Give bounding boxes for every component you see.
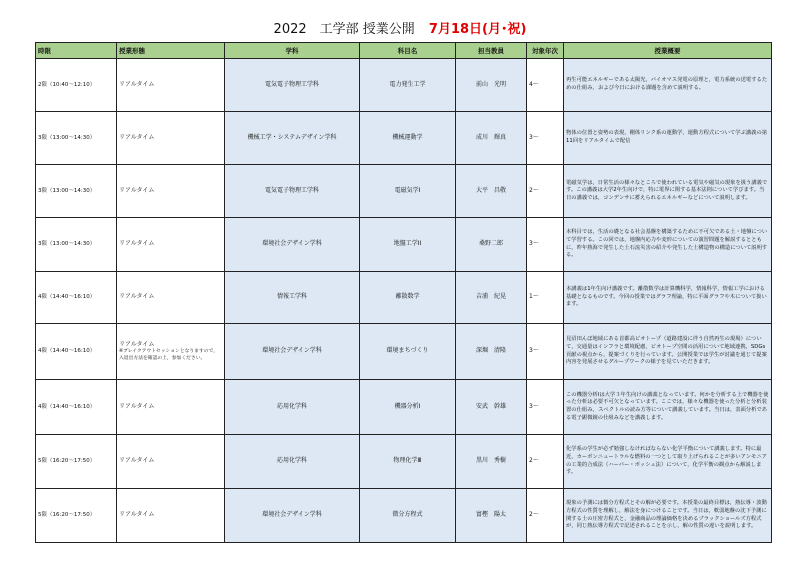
schedule-table [35,42,772,543]
cell-period: 4限（14:40～16:10） [36,380,117,435]
table-row [36,380,772,435]
cell-subject: 電磁気学Ⅰ [360,165,456,218]
header-row [36,43,772,59]
cell-dept: 電気電子物理工学科 [225,59,360,112]
cell-year: 2～ [527,435,564,489]
header-period: 時限 [36,43,117,59]
cell-outline: この機器分析Iは大学３年生向けの講義となっています。何かを分析する上で機器を使った分析は必要不可欠となっています。ここでは，様々な機器を使った分析と分析装置の仕組み，スペクトルの読み方等について講義しています。当日は，表面分析である電子顕微鏡の仕組みなどを講義します。 [564,380,772,435]
cell-format: リアルタイム [117,165,225,218]
cell-subject: 離散数学 [360,272,456,324]
table-row [36,112,772,165]
cell-period: 3限（13:00～14:30） [36,165,117,218]
cell-outline: 本科目では，生活の礎となる社会基盤を構築するために不可欠である土・地盤について学習する。この回では，地盤内応力や変形についての演習問題を解説するとともに，昨年熱海で発生した土石流災害の紹介や発生した土構造物の構造について説明する。 [564,218,772,272]
cell-period: 3限（13:00～14:30） [36,218,117,272]
header-dept: 学科 [225,43,360,59]
title-main: 2022 工学部 授業公開 [273,22,415,37]
header-year: 対象年次 [527,43,564,59]
cell-dept: 応用化学科 [225,380,360,435]
cell-outline: 本講義は1年生向け講義です。離散数学は計算機科学，情報科学，情報工学における基礎となるものです。今回の授業ではグラフ理論，特に平面グラフや木について扱います。 [564,272,772,324]
cell-period: 4限（14:40～16:10） [36,272,117,324]
table-row [36,324,772,380]
cell-teacher: 前山 光明 [456,59,527,112]
cell-teacher: 黒川 秀樹 [456,435,527,489]
cell-subject: 地盤工学II [360,218,456,272]
cell-outline: 現象の予測には微分方程式とその解が必要です。本授業の最終目標は，熱伝導・波動方程式の性質を理解し，解法を身につけることです。当日は，軟弱地盤の沈下予測に関する土の圧密方程式と，金融商品の理論価格を決めるブラックショールズ方程式が，同じ熱伝導方程式で記述されることを示し，解の性質の違いを説明します。 [564,489,772,543]
cell-subject: 環境まちづくり [360,324,456,380]
cell-subject: 物理化学Ⅲ [360,435,456,489]
cell-year: 1～ [527,272,564,324]
table-row [36,435,772,489]
cell-format [117,324,225,380]
cell-format: リアルタイム [117,112,225,165]
cell-teacher: 安武 幹雄 [456,380,527,435]
cell-format: リアルタイム [117,380,225,435]
table-row [36,59,772,112]
cell-format: リアルタイム [117,272,225,324]
cell-year: 3～ [527,112,564,165]
header-teacher: 担当教員 [456,43,527,59]
cell-period: 2限（10:40～12:10） [36,59,117,112]
cell-format: リアルタイム [117,435,225,489]
cell-outline: 化学系の学生が必ず勉強しなければならない化学平衡について講義します。特に最近，カーボンニュートラルな燃料の一つとして取り上げられることが多いアンモニアの工業的合成法（ハーバー・ボッシュ法）について，化学平衡の観点から解説します。 [564,435,772,489]
cell-year: 2～ [527,165,564,218]
cell-subject: 機器分析Ⅰ [360,380,456,435]
cell-year: 3～ [527,218,564,272]
cell-teacher: 桑野二郎 [456,218,527,272]
cell-outline: 物体の位置と姿勢の表現，剛体リンク系の運動学，運動方程式について学ぶ講義の第11回をリアルタイムで配信 [564,112,772,165]
cell-format: リアルタイム [117,489,225,543]
cell-dept: 機械工学・システムデザイン学科 [225,112,360,165]
cell-teacher: 成川 輝真 [456,112,527,165]
header-subject: 科目名 [360,43,456,59]
cell-dept: 環境社会デザイン学科 [225,489,360,543]
cell-format: リアルタイム [117,218,225,272]
page-title [0,22,800,38]
cell-outline: 再生可能エネルギーである太陽光，バイオマス発電の原理と，電力系統の送電するための仕組み，および今日における課題を含めて説明する。 [564,59,772,112]
cell-outline: 電磁気学は，日常生活の様々なところで使われている電気や磁気の現象を扱う講義です。この講義は大学2年生向けで，特に電界に関する基本法則について学びます。当日の講義では，コンデンサに蓄えられるエネルギーなどについて説明します。 [564,165,772,218]
header-outline: 授業概要 [564,43,772,59]
table-row [36,165,772,218]
cell-period: 4限（14:40～16:10） [36,324,117,380]
cell-dept: 環境社会デザイン学科 [225,218,360,272]
cell-year: 3～ [527,380,564,435]
table-row [36,489,772,543]
cell-year: 2～ [527,489,564,543]
header-format: 授業形態 [117,43,225,59]
cell-dept: 応用化学科 [225,435,360,489]
format-note: ※ブレイクアウトセッションとなりますので，入退出方法を確認の上，参加ください。 [119,349,219,361]
cell-subject: 微分方程式 [360,489,456,543]
format-label: リアルタイム [119,340,155,348]
cell-teacher: 深堀 清隆 [456,324,527,380]
cell-teacher: 大平 昌敬 [456,165,527,218]
cell-teacher: 富樫 陽太 [456,489,527,543]
cell-dept: 環境社会デザイン学科 [225,324,360,380]
cell-outline: 見沼田んぼ地域にある首都高ビオトープ（道路建設に伴う自然再生の現場）について，交通量はインフラと環境配慮，ビオトープ空間の活用について地域連携，SDGs貢献の視点から，提案づくりを行っています。公開授業では学生が討議を通じて提案内容を発展させるグループワークの様子を見ていただきます。 [564,324,772,380]
cell-period: 5限（16:20～17:50） [36,489,117,543]
cell-subject: 機械運動学 [360,112,456,165]
cell-format: リアルタイム [117,59,225,112]
table-row [36,218,772,272]
cell-teacher: 吉浦 紀晃 [456,272,527,324]
cell-dept: 電気電子物理工学科 [225,165,360,218]
cell-period: 3限（13:00～14:30） [36,112,117,165]
table-row [36,272,772,324]
cell-year: 3～ [527,324,564,380]
cell-period: 5限（16:20～17:50） [36,435,117,489]
title-date: 7月18日(月･祝) [428,22,527,37]
cell-subject: 電力発生工学 [360,59,456,112]
cell-year: 4～ [527,59,564,112]
cell-dept: 情報工学科 [225,272,360,324]
